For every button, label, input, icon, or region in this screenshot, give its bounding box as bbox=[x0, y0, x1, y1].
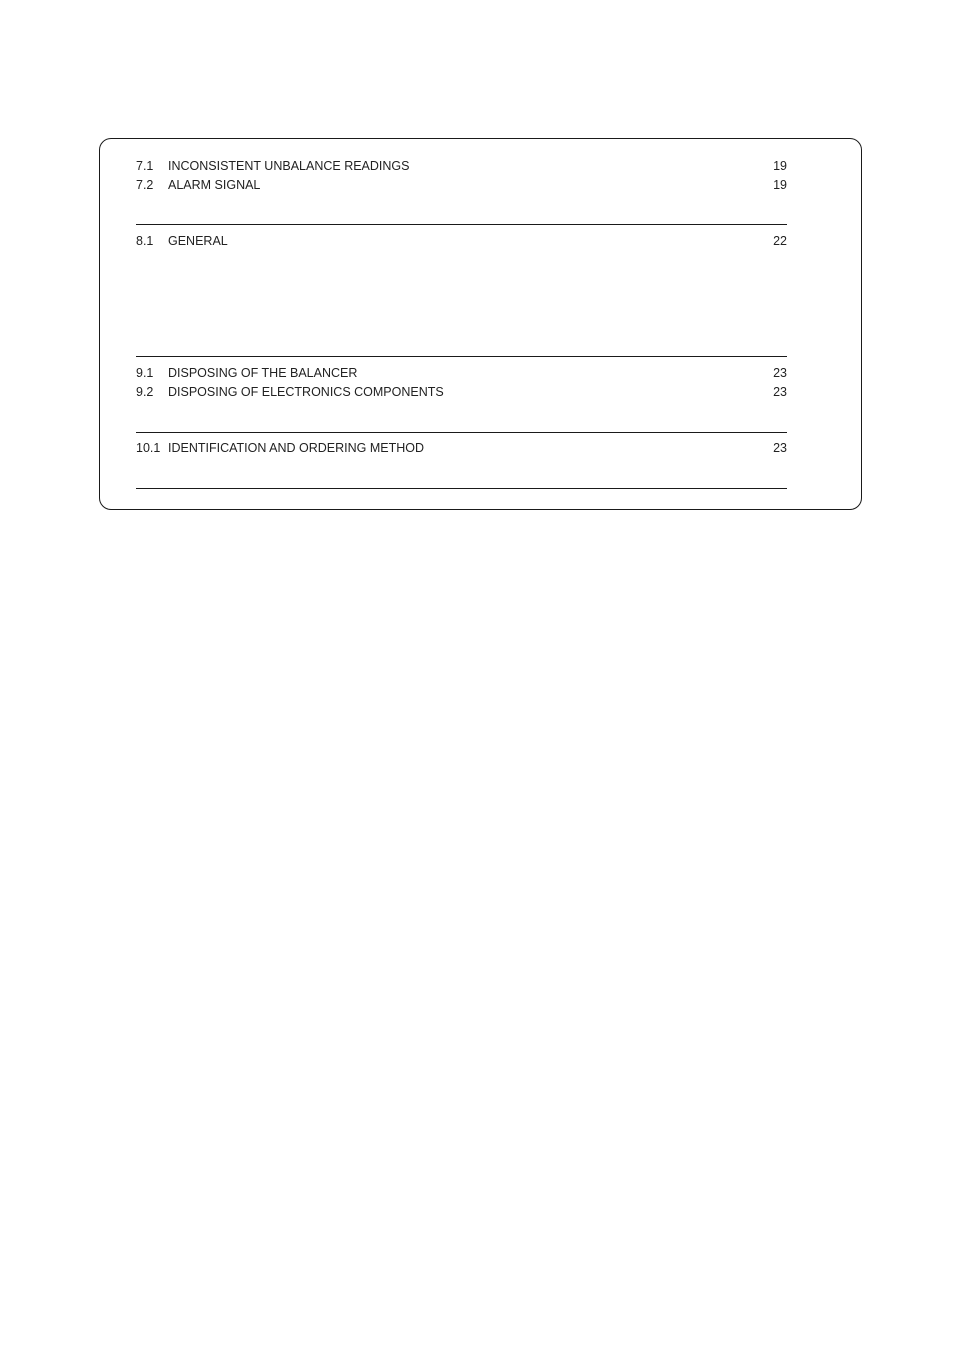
toc-entry-9-1[interactable] bbox=[136, 364, 787, 383]
toc-entry-title: DISPOSING OF THE BALANCER bbox=[168, 366, 358, 380]
toc-entry-title: INCONSISTENT UNBALANCE READINGS bbox=[168, 159, 410, 173]
toc-entry-page: 19 bbox=[773, 178, 787, 192]
toc-entry-number: 10.1 bbox=[136, 441, 161, 455]
toc-entry-page: 23 bbox=[773, 385, 787, 399]
toc-entry-page: 22 bbox=[773, 234, 787, 248]
toc-entry-number: 8.1 bbox=[136, 234, 154, 248]
section-divider bbox=[136, 224, 787, 225]
toc-entry-title: DISPOSING OF ELECTRONICS COMPONENTS bbox=[168, 385, 444, 399]
toc-entry-page: 23 bbox=[773, 441, 787, 455]
section-divider bbox=[136, 488, 787, 489]
toc-entry-page: 19 bbox=[773, 159, 787, 173]
toc-entry-10-1[interactable] bbox=[136, 439, 787, 458]
toc-entry-number: 9.2 bbox=[136, 385, 154, 399]
section-divider bbox=[136, 432, 787, 433]
toc-entry-title: GENERAL bbox=[168, 234, 228, 248]
toc-entry-9-2[interactable] bbox=[136, 383, 787, 402]
toc-entry-number: 7.1 bbox=[136, 159, 154, 173]
toc-entry-7-1[interactable] bbox=[136, 157, 787, 176]
toc-entry-7-2[interactable] bbox=[136, 176, 787, 195]
toc-entry-page: 23 bbox=[773, 366, 787, 380]
toc-entry-8-1[interactable] bbox=[136, 232, 787, 251]
toc-entry-number: 9.1 bbox=[136, 366, 154, 380]
toc-entry-title: ALARM SIGNAL bbox=[168, 178, 261, 192]
section-divider bbox=[136, 356, 787, 357]
toc-entry-number: 7.2 bbox=[136, 178, 154, 192]
toc-entry-title: IDENTIFICATION AND ORDERING METHOD bbox=[168, 441, 425, 455]
